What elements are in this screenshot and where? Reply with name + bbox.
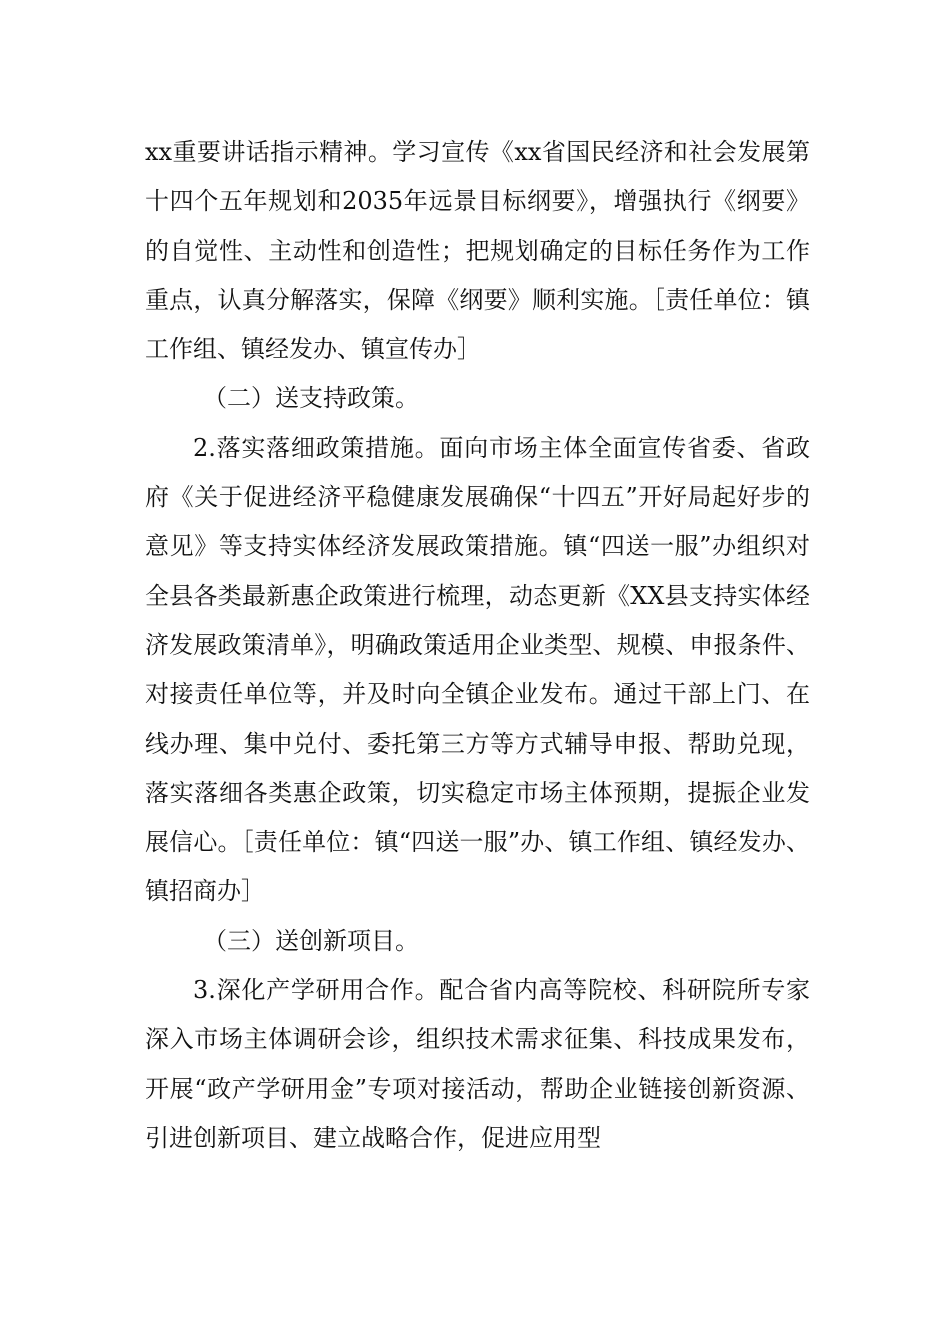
item-3-paragraph: 3.深化产学研用合作。配合省内高等院校、科研院所专家深入市场主体调研会诊，组织技术需求征集、科技成果发布，开展“政产学研用金”专项对接活动，帮助企业链接创新资源、引进创新项目、建立战略合作，促进应用型: [145, 976, 810, 1152]
document-page: [145, 128, 810, 1163]
item-2-paragraph: 2.落实落细政策措施。面向市场主体全面宣传省委、省政府《关于促进经济平稳健康发展确保“十四五”开好局起好步的意见》等支持实体经济发展政策措施。镇“四送一服”办组织对全县各类最新惠企政策进行梳理，动态更新《XX县支持实体经济发展政策清单》，明确政策适用企业类型、规模、申报条件、对接责任单位等，并及时向全镇企业发布。通过干部上门、在线办理、集中兑付、委托第三方等方式辅导申报、帮助兑现，落实落细各类惠企政策，切实稳定市场主体预期，提振企业发展信心。［责任单位：镇“四送一服”办、镇工作组、镇经发办、镇招商办］: [145, 433, 810, 906]
section-3-heading: （三）送创新项目。: [203, 926, 419, 955]
paragraph-continuation: xx重要讲话指示精神。学习宣传《xx省国民经济和社会发展第十四个五年规划和2035年远景目标纲要》，增强执行《纲要》的自觉性、主动性和创造性；把规划确定的目标任务作为工作重点，认真分解落实，保障《纲要》顺利实施。［责任单位：镇工作组、镇经发办、镇宣传办］: [145, 138, 810, 364]
section-2-heading: （二）送支持政策。: [203, 384, 419, 413]
